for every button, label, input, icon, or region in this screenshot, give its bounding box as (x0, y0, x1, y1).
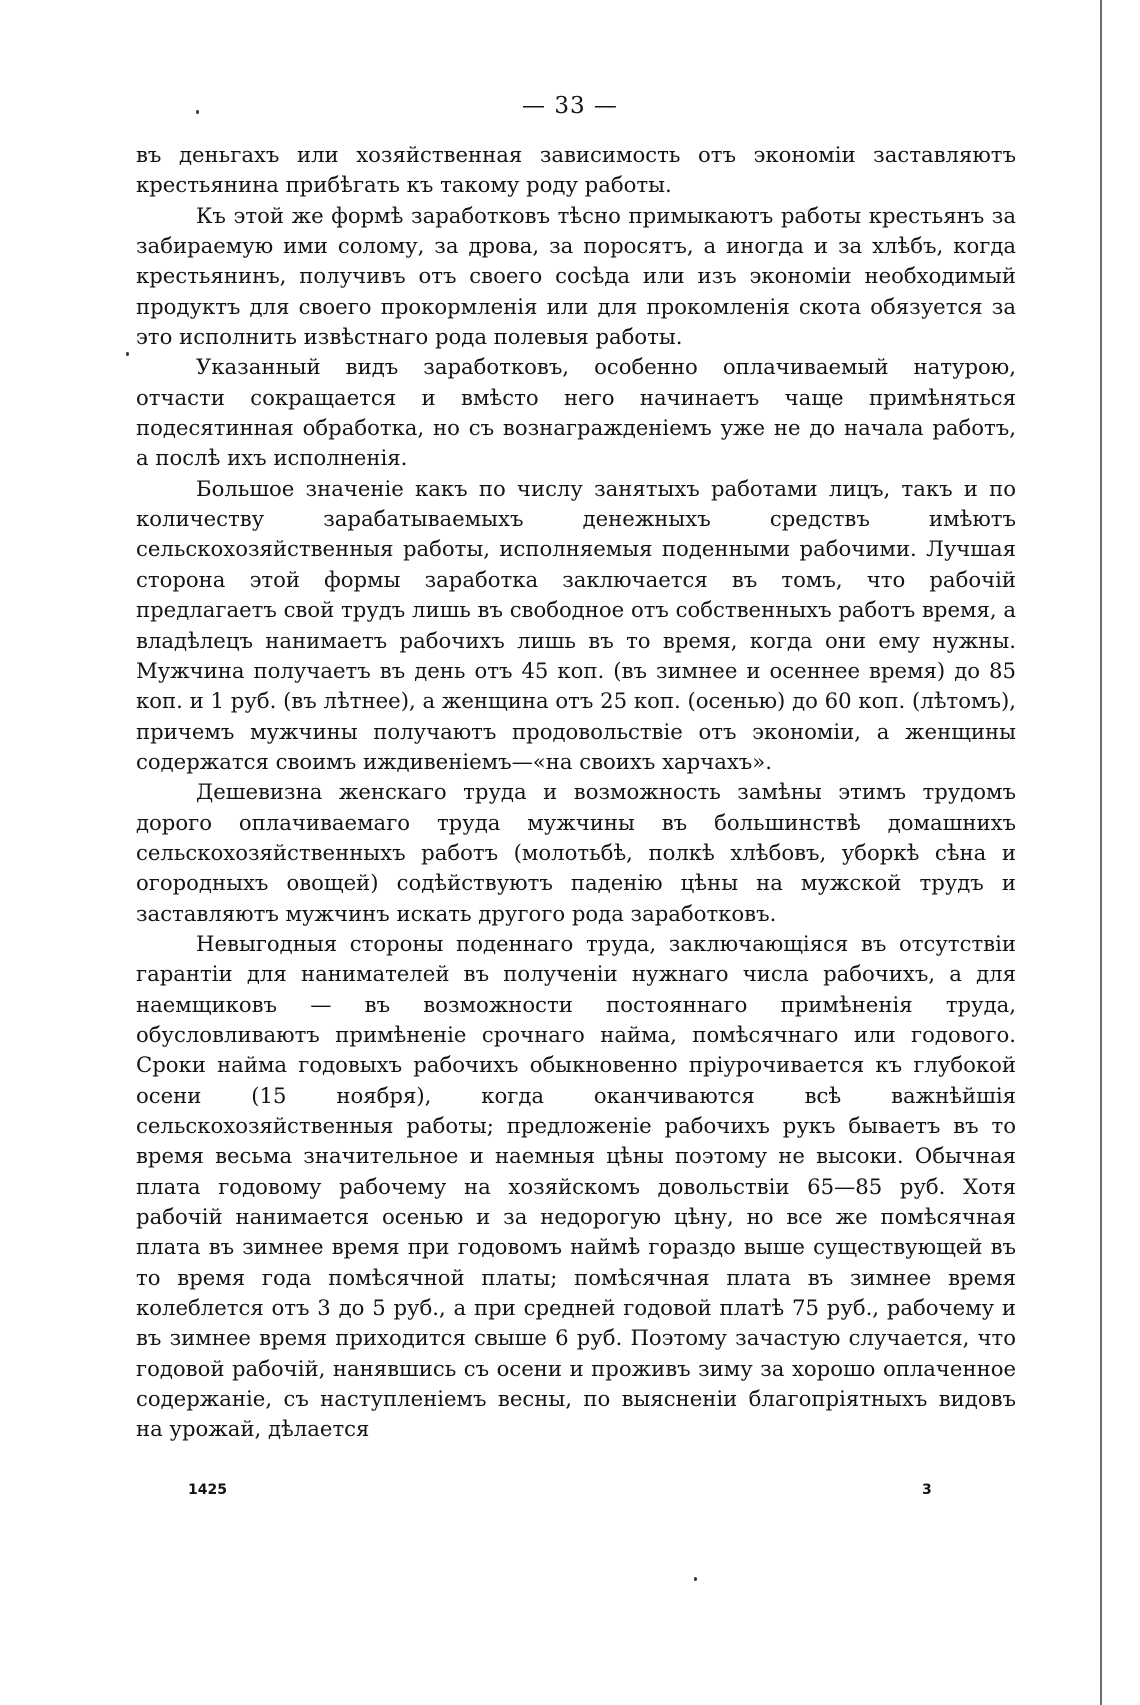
paragraph: Указанный видъ заработковъ, особенно оплачиваемый натурою, отчасти сокращается и вмѣсто него начинаетъ чаще примѣняться подесятинная обработка, но съ вознагражденіемъ уже не до начала работъ, а послѣ ихъ исполненія. (136, 354, 1016, 471)
paragraph: Большое значеніе какъ по числу занятыхъ работами лицъ, такъ и по количеству зарабатываемыхъ денежныхъ средствъ имѣютъ сельскохозяйственныя работы, исполняемыя поденными рабочими. Лучшая сторона этой формы заработка заключается въ томъ, что рабочій предлагаетъ свой трудъ лишь въ свободное отъ собственныхъ работъ время, а владѣлецъ нанимаетъ рабочихъ лишь въ то время, когда они ему нужны. Мужчина получаетъ въ день отъ 45 коп. (въ зимнее и осеннее время) до 85 коп. и 1 руб. (въ лѣтнее), а женщина отъ 25 коп. (осенью) до 60 коп. (лѣтомъ), причемъ мужчины получаютъ продовольствіе отъ экономіи, а женщины содержатся своимъ иждивеніемъ—«на своихъ харчахъ». (136, 475, 1016, 774)
paragraph-continued: въ деньгахъ или хозяйственная зависимость отъ экономіи заставляютъ крестьянина прибѣгать къ такому роду работы. (136, 142, 1016, 198)
page-number: — 33 — (522, 93, 618, 119)
scan-speck (196, 110, 199, 114)
page-footer (0, 1482, 1140, 1506)
paragraph: Къ этой же формѣ заработковъ тѣсно примыкаютъ работы крестьянъ за забираемую ими солому, за дрова, за поросятъ, а иногда и за хлѣбъ, когда крестьянинъ, получивъ отъ своего сосѣда или изъ экономіи необходимый продуктъ для своего прокормленія или для прокомленія скота обязуется за это исполнить извѣстнаго рода полевыя работы. (136, 202, 1016, 350)
paragraph: Дешевизна женскаго труда и возможность замѣны этимъ трудомъ дорого оплачиваемаго труда мужчины въ большинствѣ домашнихъ сельскохозяйственныхъ работъ (молотьбѣ, полкѣ хлѣбовъ, уборкѣ сѣна и огородныхъ овощей) содѣйствуютъ паденію цѣны на мужской трудъ и заставляютъ мужчинъ искать другого рода заработковъ. (136, 779, 1016, 926)
signature-mark: 3 (922, 1482, 932, 1498)
print-code: 1425 (188, 1482, 227, 1498)
scan-edge-line (1100, 0, 1102, 1705)
scan-speck (126, 352, 129, 356)
body-text (136, 140, 1016, 1445)
paragraph: Невыгодныя стороны поденнаго труда, заключающіяся въ отсутствіи гарантіи для нанимателей въ полученіи нужнаго числа рабочихъ, а для наемщиковъ — въ возможности постояннаго примѣненія труда, обусловливаютъ примѣненіе срочнаго найма, помѣсячнаго или годового. Сроки найма годовыхъ рабочихъ обыкновенно пріурочивается къ глубокой осени (15 ноября), когда оканчиваются всѣ важнѣйшія сельскохозяйственныя работы; предложеніе рабочихъ рукъ бываетъ въ то время весьма значительное и наемныя цѣны поэтому не высоки. Обычная плата годовому рабочему на хозяйскомъ довольствіи 65—85 руб. Хотя рабочій нанимается осенью и за недорогую цѣну, но все же помѣсячная плата въ зимнее время при годовомъ наймѣ гораздо выше существующей въ то время года помѣсячной платы; помѣсячная плата въ зимнее время колеблется отъ 3 до 5 руб., а при средней годовой платѣ 75 руб., рабочему и въ зимнее время приходится свыше 6 руб. Поэтому зачастую случается, что годовой рабочій, нанявшись съ осени и проживъ зиму за хорошо оплаченное содержаніе, съ наступленіемъ весны, по выясненіи благопріятныхъ видовъ на урожай, дѣлается (136, 930, 1016, 1442)
scan-speck (694, 1577, 697, 1581)
